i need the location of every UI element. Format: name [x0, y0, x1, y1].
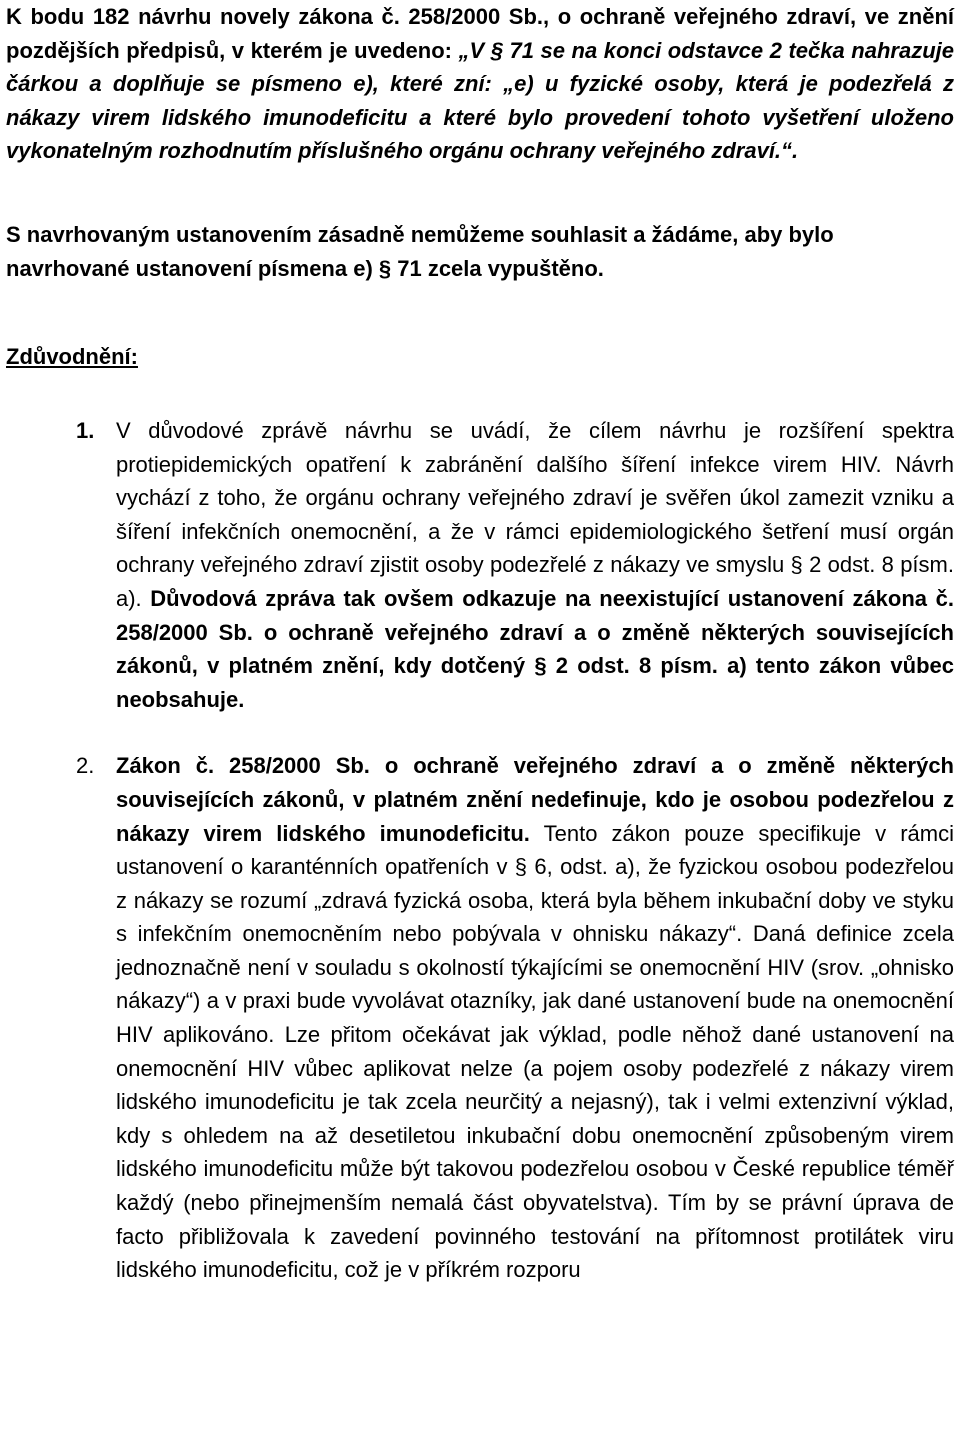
- intro-prefix: K bodu 182 návrhu novely zákona č. 258/2000 Sb., o ochraně veřejného zdraví, ve znění pozdějších předpisů, v kterém je uvedeno:: [6, 4, 954, 63]
- item-text-plain: V důvodové zprávě návrhu se uvádí, že cílem návrhu je rozšíření spektra protiepidemických opatření k zabránění dalšího šíření infekce virem HIV. Návrh vychází z toho, že orgánu ochrany veřejného zdraví je svěřen úkol zamezit vzniku a šíření infekčních onemocnění, a že v rámci epidemiologického šetření musí orgán ochrany veřejného zdraví zjistit osoby podezřelé z nákazy ve smyslu § 2 odst. 8 písm. a).: [116, 417, 954, 611]
- justification-heading: Zdůvodnění:: [6, 343, 138, 369]
- request-paragraph: S navrhovaným ustanovením zásadně nemůžeme souhlasit a žádáme, aby bylo navrhované ustanovení písmena e) § 71 zcela vypuštěno.: [6, 221, 834, 281]
- intro-quote: „V § 71 se na konci odstavce 2 tečka nahrazuje čárkou a doplňuje se písmeno e), které zní: „e) u fyzické osoby, která je podezřelá z nákazy virem lidského imunodeficitu a které bylo provedení tohoto vyšetření uloženo vykonatelným rozhodnutím příslušného orgánu ochrany veřejného zdraví.“.: [6, 37, 954, 164]
- justification-item-1: [6, 414, 954, 716]
- intro-paragraph: [6, 0, 954, 168]
- item-text-plain: Tento zákon pouze specifikuje v rámci ustanovení o karanténních opatřeních v § 6, odst. a), že fyzickou osobou podezřelou z nákazy se rozumí „zdravá fyzická osoba, která byla během inkubační doby ve styku s infekčním onemocněním nebo pobývala v ohnisku nákazy“. Daná definice zcela jednoznačně není v souladu s okolností týkajícími se onemocnění HIV (srov. „ohnisko nákazy“) a v praxi bude vyvolávat otazníky, jak dané ustanovení bude na onemocnění HIV aplikováno. Lze přitom očekávat jak výklad, podle něhož dané ustanovení na onemocnění HIV vůbec aplikovat nelze (a pojem osoby podezřelé z nákazy virem lidského imunodeficitu je tak zcela neurčitý a nejasný), tak i velmi extenzivní výklad, kdy s ohledem na až desetiletou inkubační dobu onemocnění způsobeným virem lidského imunodeficitu může být takovou podezřelou osobou v České republice téměř každý (nebo přinejmenším nemalá část obyvatelstva). Tím by se právní úprava de facto přibližovala k zavedení povinného testování na přítomnost protilátek viru lidského imunodeficitu, což je v příkrém rozporu: [116, 820, 954, 1283]
- item-text-bold: Zákon č. 258/2000 Sb. o ochraně veřejného zdraví a o změně některých souvisejících zákonů, v platném znění nedefinuje, kdo je osobou podezřelou z nákazy virem lidského imunodeficitu.: [116, 753, 954, 846]
- document-page: [6, 0, 954, 1287]
- justification-item-2: [6, 749, 954, 1287]
- item-text-bold: Důvodová zpráva tak ovšem odkazuje na neexistující ustanovení zákona č. 258/2000 Sb. o ochraně veřejného zdraví a o změně některých souvisejících zákonů, v platném znění, kdy dotčený § 2 odst. 8 písm. a) tento zákon vůbec neobsahuje.: [116, 585, 954, 712]
- item-number: 1.: [76, 417, 95, 443]
- item-number: 2.: [76, 753, 95, 779]
